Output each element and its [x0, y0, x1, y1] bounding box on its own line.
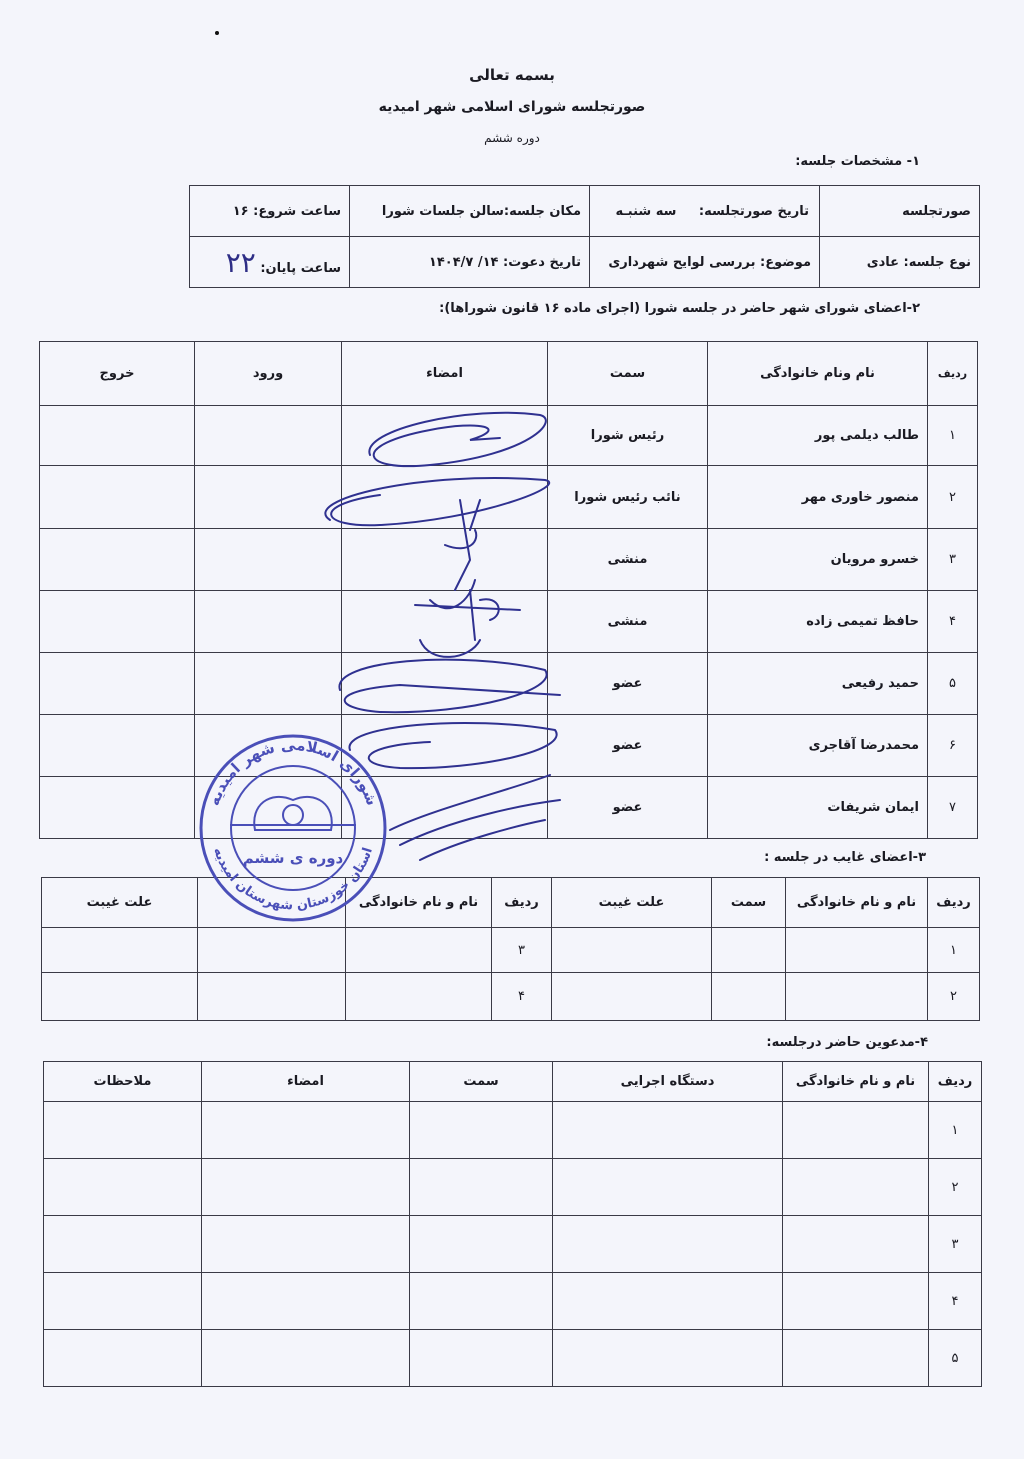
- col-name: نام و نام خانوادگی: [786, 878, 928, 928]
- exit-cell: [40, 529, 195, 591]
- section4-title: ۴-مدعوین حاضر درجلسه:: [766, 1035, 928, 1050]
- row-number: ۲: [928, 466, 978, 529]
- table-row: [40, 653, 978, 715]
- end-time-label: ساعت پایان:: [260, 260, 341, 276]
- col-name-2: نام و نام خانوادگی: [346, 878, 492, 928]
- row-number: ۷: [928, 777, 978, 839]
- stamp-top-text: شورای اسلامی شهر امیدیه: [204, 735, 382, 808]
- col-name: نام و نام خانوادگی: [783, 1062, 929, 1102]
- entry-cell: [195, 529, 342, 591]
- exit-cell: [40, 653, 195, 715]
- end-time-value: ۲۲: [225, 245, 256, 279]
- col-row-2: ردیف: [492, 878, 552, 928]
- row-number: ۱: [928, 406, 978, 466]
- exit-cell: [40, 715, 195, 777]
- signature-cell: [342, 466, 548, 529]
- signature-cell: [342, 406, 548, 466]
- table-row: [42, 928, 980, 973]
- row-number: ۱: [929, 1102, 982, 1159]
- section1-title: ۱- مشخصات جلسه:: [795, 154, 920, 169]
- speck: [215, 31, 219, 35]
- row-number: ۶: [928, 715, 978, 777]
- table-row: [44, 1102, 982, 1159]
- col-role: سمت: [548, 342, 708, 406]
- table-row: [40, 466, 978, 529]
- col-role-2: [198, 878, 346, 928]
- row-number: ۱: [928, 928, 980, 973]
- exit-cell: [40, 466, 195, 529]
- row-number: ۴: [928, 591, 978, 653]
- minutes-label: صورتجلسه: [820, 186, 980, 237]
- invitees-table: [43, 1061, 982, 1387]
- meeting-subject: موضوع: بررسی لوایح شهرداری: [590, 237, 820, 288]
- document-title: صورتجلسه شورای اسلامی شهر امیدیه: [378, 99, 646, 115]
- exit-cell: [40, 777, 195, 839]
- start-time: ساعت شروع: ۱۶: [190, 186, 350, 237]
- basmala: بسمه تعالی: [469, 66, 555, 84]
- entry-cell: [195, 777, 342, 839]
- exit-cell: [40, 591, 195, 653]
- table-row: [44, 1159, 982, 1216]
- member-role: عضو: [548, 653, 708, 715]
- minutes-date: [590, 186, 820, 237]
- col-role: سمت: [410, 1062, 553, 1102]
- table-row: [44, 1216, 982, 1273]
- col-organization: دستگاه اجرایی: [553, 1062, 783, 1102]
- end-time: [190, 237, 350, 288]
- term-label: دوره ششم: [484, 131, 540, 145]
- col-exit: خروج: [40, 342, 195, 406]
- table-row: [40, 529, 978, 591]
- table-row: [40, 591, 978, 653]
- col-entry: ورود: [195, 342, 342, 406]
- minutes-date-label: تاریخ صورتجلسه:: [698, 203, 809, 219]
- row-number-2: ۳: [492, 928, 552, 973]
- col-absence-reason: علت غیبت: [552, 878, 712, 928]
- table-row: [44, 1273, 982, 1330]
- entry-cell: [195, 406, 342, 466]
- entry-cell: [195, 653, 342, 715]
- col-row: ردیف: [929, 1062, 982, 1102]
- meeting-info-table: [37, 185, 980, 288]
- row-number: ۲: [929, 1159, 982, 1216]
- absentees-table: [41, 877, 980, 1021]
- minutes-weekday: سه شنبـه: [615, 203, 677, 219]
- member-role: عضو: [548, 777, 708, 839]
- table-row: [40, 406, 978, 466]
- row-number-2: ۴: [492, 973, 552, 1021]
- signature-cell: [342, 653, 548, 715]
- col-remarks: ملاحظات: [44, 1062, 202, 1102]
- signature-cell: [342, 529, 548, 591]
- signature-cell: [342, 591, 548, 653]
- member-name: خسرو مرویان: [708, 529, 928, 591]
- col-role: سمت: [712, 878, 786, 928]
- row-number: ۵: [929, 1330, 982, 1387]
- table-row: [40, 777, 978, 839]
- table-row: [40, 715, 978, 777]
- table-row: [44, 1330, 982, 1387]
- signature-cell: [342, 777, 548, 839]
- row-number: ۵: [928, 653, 978, 715]
- meeting-type: نوع جلسه: عادی: [820, 237, 980, 288]
- table-row: [42, 973, 980, 1021]
- row-number: ۳: [929, 1216, 982, 1273]
- col-signature: امضاء: [202, 1062, 410, 1102]
- row-number: ۴: [929, 1273, 982, 1330]
- col-row: ردیف: [928, 342, 978, 406]
- col-absence-reason-2: علت غیبت: [42, 878, 198, 928]
- invite-date: تاریخ دعوت: ۱۴/ ۱۴۰۴/۷: [350, 237, 590, 288]
- member-name: ایمان شریفات: [708, 777, 928, 839]
- section3-title: ۳-اعضای غایب در جلسه :: [764, 850, 926, 865]
- member-role: نائب رئیس شورا: [548, 466, 708, 529]
- attendees-table: [39, 341, 978, 839]
- member-name: حمید رفیعی: [708, 653, 928, 715]
- member-name: حافظ تمیمی زاده: [708, 591, 928, 653]
- member-role: رئیس شورا: [548, 406, 708, 466]
- exit-cell: [40, 406, 195, 466]
- section2-title: ۲-اعضای شورای شهر حاضر در جلسه شورا (اجرای ماده ۱۶ قانون شوراها):: [439, 301, 920, 316]
- row-number: ۳: [928, 529, 978, 591]
- member-name: منصور خاوری مهر: [708, 466, 928, 529]
- member-role: عضو: [548, 715, 708, 777]
- meeting-place: مکان جلسه:سالن جلسات شورا: [350, 186, 590, 237]
- member-name: طالب دیلمی پور: [708, 406, 928, 466]
- col-row: ردیف: [928, 878, 980, 928]
- stamp-bottom-text: استان خوزستان شهرستان امیدیه: [210, 845, 376, 914]
- stamp-center-text: دوره ی ششم: [242, 849, 344, 867]
- member-name: محمدرضا آقاجری: [708, 715, 928, 777]
- member-role: منشی: [548, 529, 708, 591]
- entry-cell: [195, 715, 342, 777]
- member-role: منشی: [548, 591, 708, 653]
- row-number: ۲: [928, 973, 980, 1021]
- col-name: نام ونام خانوادگی: [708, 342, 928, 406]
- col-signature: امضاء: [342, 342, 548, 406]
- entry-cell: [195, 591, 342, 653]
- entry-cell: [195, 466, 342, 529]
- signature-cell: [342, 715, 548, 777]
